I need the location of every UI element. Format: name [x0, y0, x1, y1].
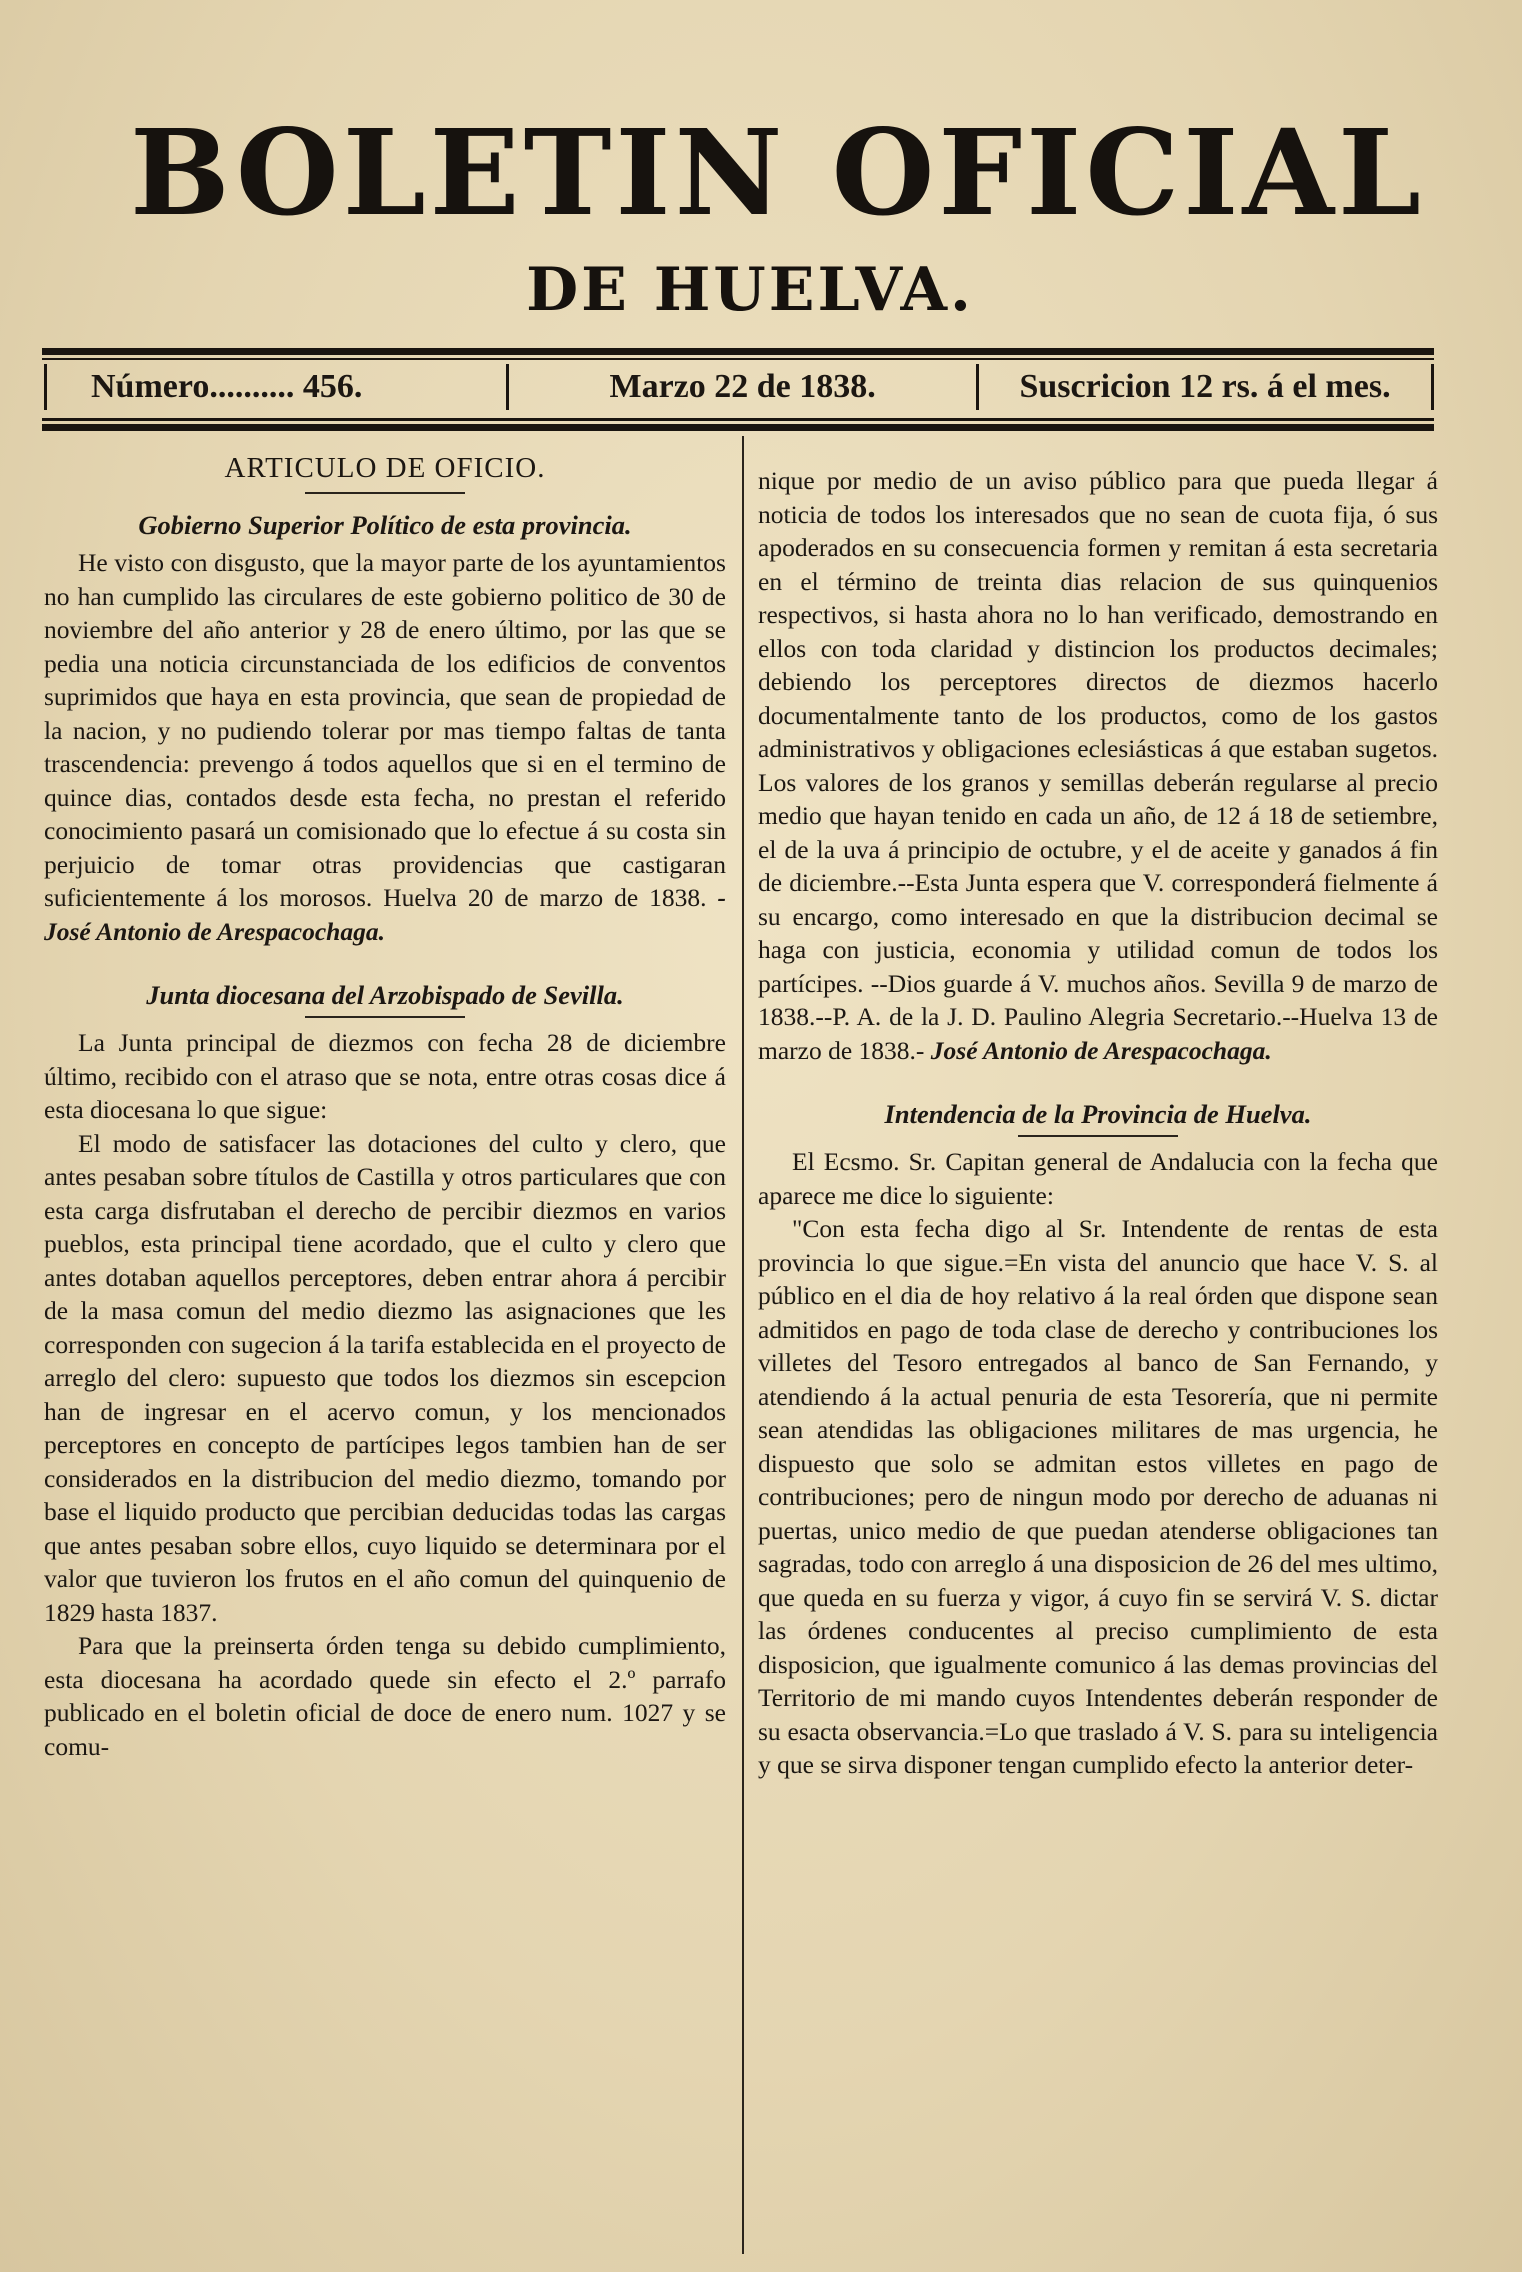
left-column — [44, 450, 726, 2250]
heading-rule — [305, 492, 465, 494]
column-divider — [742, 436, 744, 2254]
issue-number: Número.......... 456. — [44, 364, 506, 410]
right-column — [758, 464, 1438, 2264]
bottom-rule-thin — [42, 418, 1434, 421]
bottom-rule — [42, 424, 1434, 431]
junta-signature: José Antonio de Arespacochaga. — [930, 1035, 1272, 1065]
intendencia-heading: Intendencia de la Provincia de Huelva. — [884, 1099, 1312, 1129]
intendencia-paragraph-1: El Ecsmo. Sr. Capitan general de Andalucia con la fecha que aparece me dice lo siguiente: — [758, 1147, 1438, 1210]
issue-date: Marzo 22 de 1838. — [506, 364, 976, 410]
junta-paragraph-2: El modo de satisfacer las dotaciones del culto y clero, que antes pesaban sobre títulos de Castilla y otros particulares que con esta carga disfrutaban el derecho de percibir diezmos en varios pueblos, esta principal tiene acordado, que el culto y clero que antes dotaban aquellos perceptores, deben entrar ahora á percibir de la masa comun del medio diezmo las asignaciones que les corresponden con sugecion á la tarifa establecida en el proyecto de arreglo del clero: supuesto que todos los diezmos sin escepcion han de ingresar en el acervo comun, y los mencionados perceptores en concepto de partícipes legos tambien han de ser considerados en la distribucion del medio diezmo, tomando por base el liquido producto que percibian deducidas todas las cargas que antes pesaban sobre ellos, cuyo liquido se determinara por el valor que tuvieron los frutos en el año comun del quinquenio de 1829 hasta 1837. — [44, 1128, 726, 1627]
top-rule — [42, 348, 1434, 355]
spacer — [758, 1067, 1438, 1083]
subscription-price: Suscricion 12 rs. á el mes. — [976, 364, 1434, 410]
heading-rule — [1018, 1135, 1178, 1137]
junta-paragraph-3: Para que la preinserta órden tenga su debido cumplimiento, esta diocesana ha acordado quede sin efecto el 2.º parrafo publicado en el boletin oficial de doce de enero num. 1027 y se comu- — [44, 1631, 726, 1761]
info-bar — [44, 362, 1434, 412]
heading-rule — [305, 1016, 465, 1018]
masthead-subtitle: DE HUELVA. — [526, 255, 974, 325]
junta-heading: Junta diocesana del Arzobispado de Sevilla. — [146, 980, 624, 1010]
section-title: ARTICULO DE OFICIO. — [224, 452, 546, 484]
intendencia-paragraph-2: "Con esta fecha digo al Sr. Intendente de rentas de esta provincia lo que sigue.=En vista del anuncio que hace V. S. al público en el dia de hoy relativo á la real órden que dispone sean admitidos en pago de toda clase de derecho y contribuciones los villetes del Tesoro entregados al banco de San Fernando, y atendiendo á la actual penuria de esta Tesorería, que ni permite sean atendidas las obligaciones militares de mas urgencia, he dispuesto que solo se admitan estos villetes en pago de contribuciones; pero de ningun modo por derecho de aduanas ni puertas, unico medio de que puedan atenderse obligaciones tan sagradas, todo con arreglo á una disposicion de 26 del mes ultimo, que queda en su fuerza y vigor, á cuyo fin se servirá V. S. dictar las órdenes conducentes al preciso cumplimiento de esta disposicion, que igualmente comunico á las demas provincias del Territorio de mi mando cuyos Intendentes deberán responder de su esacta observancia.=Lo que traslado á V. S. para su inteligencia y que se sirva disponer tengan cumplido efecto la anterior deter- — [758, 1214, 1438, 1779]
top-rule-thin — [42, 358, 1434, 360]
gov-heading: Gobierno Superior Político de esta provincia. — [138, 510, 632, 540]
gov-notice — [44, 546, 726, 948]
gov-text: He visto con disgusto, que la mayor parte de los ayuntamientos no han cumplido las circulares de este gobierno politico de 30 de noviembre del año anterior y 28 de enero último, por las que se pedia una noticia circunstanciada de los edificios de conventos suprimidos que haya en esta provincia, que sean de propiedad de la nacion, y no pudiendo tolerar por mas tiempo faltas de tanta trascendencia: prevengo á todos aquellos que si en el termino de quince dias, contados desde esta fecha, no prestan el referido conocimiento pasará un comisionado que lo efectue á su costa sin perjuicio de tomar otras providencias que castigaran suficientemente á los morosos. Huelva 20 de marzo de 1838. — [44, 548, 726, 912]
junta-paragraph-1: La Junta principal de diezmos con fecha 28 de diciembre último, recibido con el atraso que se nota, entre otras cosas dice á esta diocesana lo que sigue: — [44, 1028, 726, 1124]
masthead-title: BOLETIN OFICIAL — [130, 103, 1425, 242]
junta-continuation — [758, 464, 1438, 1067]
spacer — [44, 948, 726, 964]
gov-signature: -José Antonio de Arespacochaga. — [44, 883, 726, 946]
junta-cont-text: nique por medio de un aviso público para que pueda llegar á noticia de todos los interesados que no sean de cuota fija, ó sus apoderados en su consecuencia formen y remitan á esta secretaria en el término de treinta dias relacion de sus quinquenios respectivos, si hasta ahora no lo han verificado, demostrando en ellos con toda claridad y distincion los productos decimales; debiendo los perceptores directos de diezmos hacerlo documentalmente tanto de los productos, como de los gastos administrativos y obligaciones eclesiásticas á que estaban sugetos. Los valores de los granos y semillas deberán regularse al precio medio que hayan tenido en cada un año, de 12 á 18 de setiembre, el de la uva á principio de octubre, y el de aceite y ganados á fin de diciembre.--Esta Junta espera que V. corresponderá fielmente á su encargo, como interesado en que la distribucion decimal se haga con justicia, economia y utilidad comun de todos los partícipes. --Dios guarde á V. muchos años. Sevilla 9 de marzo de 1838.--P. A. de la J. D. Paulino Alegria Secretario.--Huelva 13 de marzo de 1838.- — [758, 466, 1438, 1065]
